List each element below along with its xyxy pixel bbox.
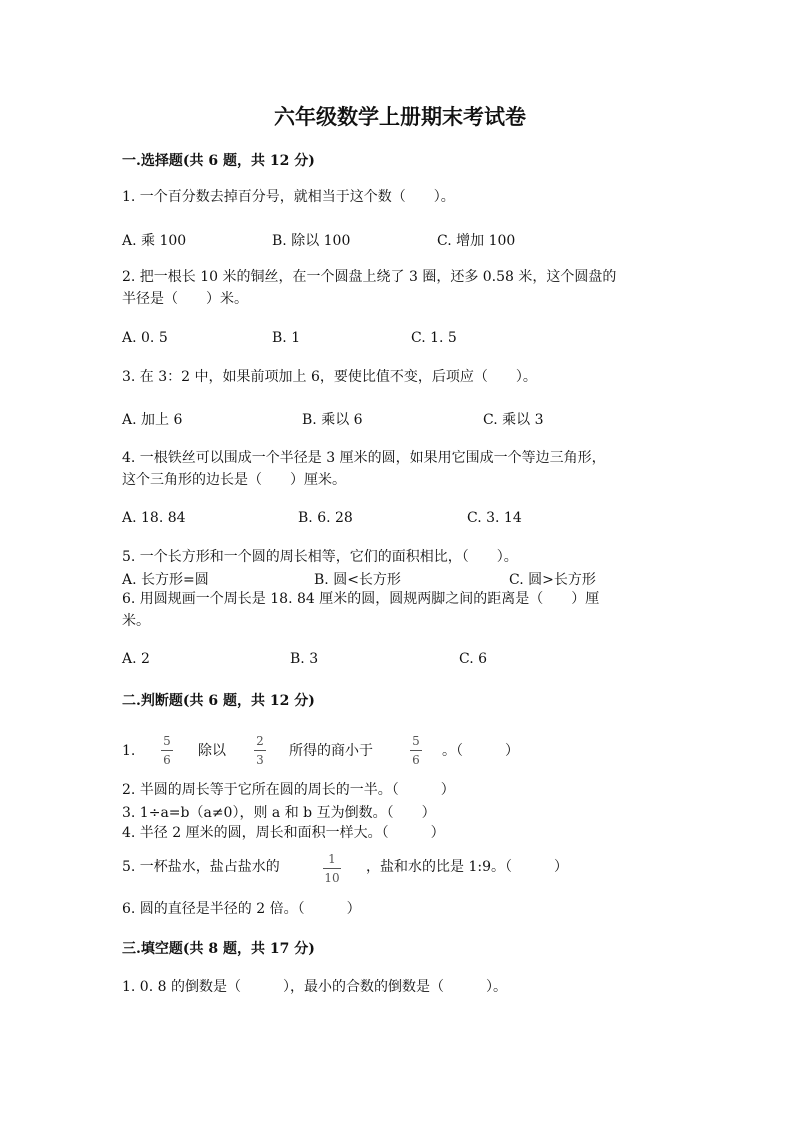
choice-q1-option-b: B. 除以 100 <box>272 233 351 249</box>
fraction-two-thirds <box>254 734 266 767</box>
fraction-numerator: 1 <box>328 852 336 866</box>
fraction-five-sixths <box>161 734 173 767</box>
fraction-bar <box>410 750 422 751</box>
fill-question-1: 1. 0. 8 的倒数是（ ），最小的合数的倒数是（ ）。 <box>122 979 507 995</box>
judge-q1-text-divide: 除以 <box>198 743 226 759</box>
choice-q5-option-a: A. 长方形=圆 <box>122 572 209 588</box>
section-heading-fill: 三.填空题(共 8 题，共 17 分) <box>122 941 315 957</box>
fraction-numerator: 5 <box>412 734 420 748</box>
choice-q2-option-c: C. 1. 5 <box>411 330 457 346</box>
choice-question-4-line2: 这个三角形的边长是（ ）厘米。 <box>122 472 346 488</box>
choice-q6-option-b: B. 3 <box>290 651 319 667</box>
judge-q5-text-pre: 5. 一杯盐水，盐占盐水的 <box>122 859 280 875</box>
choice-q6-option-a: A. 2 <box>122 651 150 667</box>
choice-q1-option-c: C. 增加 100 <box>437 233 516 249</box>
section-heading-choice: 一.选择题(共 6 题，共 12 分) <box>122 153 315 169</box>
fraction-bar <box>323 868 341 869</box>
choice-question-2-line1: 2. 把一根长 10 米的铜丝，在一个圆盘上绕了 3 圈，还多 0.58 米，这个圆盘的 <box>122 269 617 285</box>
choice-question-1: 1. 一个百分数去掉百分号，就相当于这个数（ ）。 <box>122 189 455 205</box>
fraction-five-sixths-2 <box>410 734 422 767</box>
judge-question-4: 4. 半径 2 厘米的圆，周长和面积一样大。（ ） <box>122 825 445 841</box>
section-heading-judge: 二.判断题(共 6 题，共 12 分) <box>122 693 315 709</box>
judge-q1-number: 1. <box>122 743 136 759</box>
choice-question-6-line2: 米。 <box>122 613 150 629</box>
choice-q3-option-a: A. 加上 6 <box>122 412 183 428</box>
fraction-numerator: 2 <box>256 734 264 748</box>
judge-q1-end: 。（ ） <box>442 743 519 759</box>
choice-question-5: 5. 一个长方形和一个圆的周长相等，它们的面积相比，（ ）。 <box>122 549 518 565</box>
choice-question-3: 3. 在 3：2 中，如果前项加上 6，要使比值不变，后项应（ ）。 <box>122 369 537 385</box>
choice-q4-option-a: A. 18. 84 <box>122 510 186 526</box>
choice-q2-option-a: A. 0. 5 <box>122 330 168 346</box>
fraction-denominator: 6 <box>163 753 171 767</box>
choice-q6-option-c: C. 6 <box>459 651 488 667</box>
choice-q1-option-a: A. 乘 100 <box>122 233 187 249</box>
fraction-denominator: 3 <box>256 753 264 767</box>
choice-question-6-line1: 6. 用圆规画一个周长是 18. 84 厘米的圆，圆规两脚之间的距离是（ ）厘 <box>122 591 600 607</box>
page-title: 六年级数学上册期末考试卷 <box>274 104 526 129</box>
judge-question-6: 6. 圆的直径是半径的 2 倍。（ ） <box>122 901 361 917</box>
fraction-numerator: 5 <box>163 734 171 748</box>
judge-q5-text-post: ，盐和水的比是 1:9。（ ） <box>366 859 568 875</box>
fraction-bar <box>254 750 266 751</box>
choice-q5-option-c: C. 圆>长方形 <box>509 572 596 588</box>
choice-q3-option-c: C. 乘以 3 <box>483 412 544 428</box>
fraction-denominator: 10 <box>324 871 340 885</box>
judge-q1-text-quotient: 所得的商小于 <box>289 743 373 759</box>
fraction-denominator: 6 <box>412 753 420 767</box>
judge-question-2: 2. 半圆的周长等于它所在圆的周长的一半。（ ） <box>122 782 455 798</box>
choice-q4-option-c: C. 3. 14 <box>467 510 522 526</box>
choice-question-4-line1: 4. 一根铁丝可以围成一个半径是 3 厘米的圆，如果用它围成一个等边三角形， <box>122 450 606 466</box>
choice-q5-option-b: B. 圆<长方形 <box>314 572 401 588</box>
fraction-one-tenth <box>323 852 341 885</box>
fraction-bar <box>161 750 173 751</box>
choice-q4-option-b: B. 6. 28 <box>298 510 353 526</box>
choice-q2-option-b: B. 1 <box>272 330 301 346</box>
choice-q3-option-b: B. 乘以 6 <box>302 412 363 428</box>
choice-question-2-line2: 半径是（ ）米。 <box>122 291 248 307</box>
judge-question-3: 3. 1÷a=b（a≠0），则 a 和 b 互为倒数。（ ） <box>122 805 436 821</box>
